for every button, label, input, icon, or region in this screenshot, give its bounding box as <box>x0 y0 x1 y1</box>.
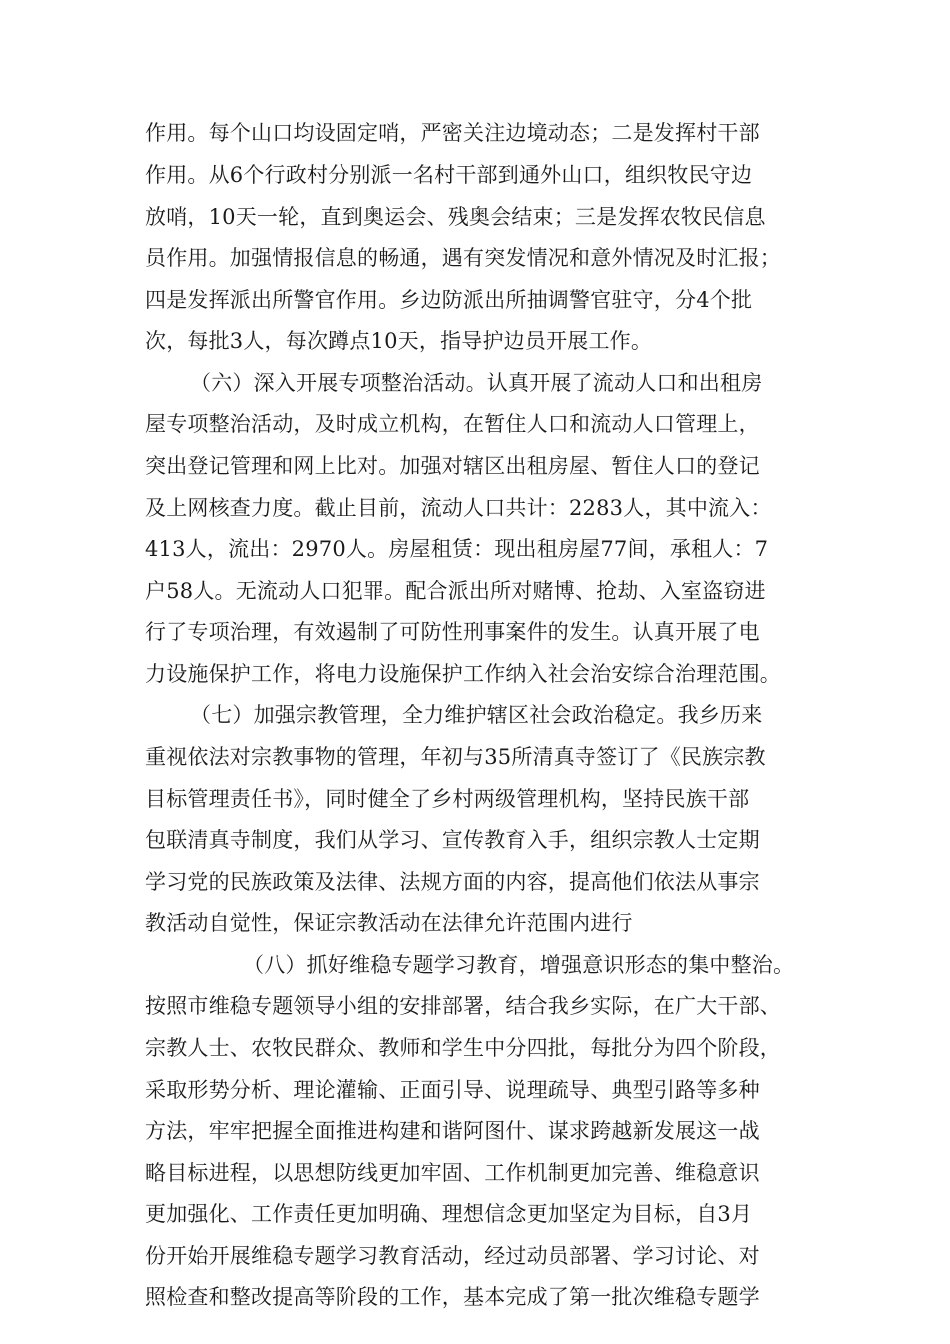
paragraph-seven-heading-line: （七）加强宗教管理，全力维护辖区社会政治稳定。我乡历来 <box>190 703 763 727</box>
text-line: 宗教人士、农牧民群众、教师和学生中分四批，每批分为四个阶段， <box>145 1036 781 1060</box>
text-line: 行了专项治理，有效遏制了可防性刑事案件的发生。认真开展了电 <box>145 620 760 644</box>
text-line: 户58人。无流动人口犯罪。配合派出所对赌博、抢劫、入室盗窃进 <box>145 579 766 603</box>
text-line: 屋专项整治活动，及时成立机构，在暂住人口和流动人口管理上， <box>145 412 760 436</box>
text-line: 及上网核查力度。截止目前，流动人口共计：2283人，其中流入： <box>145 496 772 520</box>
text-line: 413人，流出：2970人。房屋租赁：现出租房屋77间，承租人：7 <box>145 537 769 561</box>
text-line: 力设施保护工作，将电力设施保护工作纳入社会治安综合治理范围。 <box>145 662 781 686</box>
text-line: 学习党的民族政策及法律、法规方面的内容，提高他们依法从事宗 <box>145 870 760 894</box>
text-line: 四是发挥派出所警官作用。乡边防派出所抽调警官驻守，分4个批 <box>145 288 753 312</box>
text-line: 次，每批3人，每次蹲点10天，指导护边员开展工作。 <box>145 329 653 353</box>
text-line: 包联清真寺制度，我们从学习、宣传教育入手，组织宗教人士定期 <box>145 828 760 852</box>
paragraph-six-heading-line: （六）深入开展专项整治活动。认真开展了流动人口和出租房 <box>190 371 763 395</box>
text-line: 目标管理责任书》，同时健全了乡村两级管理机构，坚持民族干部 <box>145 787 750 811</box>
text-line: 份开始开展维稳专题学习教育活动，经过动员部署、学习讨论、对 <box>145 1244 760 1268</box>
text-line: 作用。从6个行政村分别派一名村干部到通外山口，组织牧民守边 <box>145 163 753 187</box>
text-line: 突出登记管理和网上比对。加强对辖区出租房屋、暂住人口的登记 <box>145 454 760 478</box>
text-line: 教活动自觉性，保证宗教活动在法律允许范围内进行 <box>145 911 633 935</box>
paragraph-eight-heading-line: （八）抓好维稳专题学习教育，增强意识形态的集中整治。 <box>243 953 795 977</box>
text-line: 方法，牢牢把握全面推进构建和谐阿图什、谋求跨越新发展这一战 <box>145 1119 760 1143</box>
text-line: 作用。每个山口均设固定哨，严密关注边境动态；二是发挥村干部 <box>145 121 760 145</box>
text-line: 员作用。加强情报信息的畅通，遇有突发情况和意外情况及时汇报； <box>145 246 781 270</box>
text-line: 放哨，10天一轮，直到奥运会、残奥会结束；三是发挥农牧民信息 <box>145 205 766 229</box>
text-line: 照检查和整改提高等阶段的工作，基本完成了第一批次维稳专题学 <box>145 1285 760 1309</box>
text-line: 采取形势分析、理论灌输、正面引导、说理疏导、典型引路等多种 <box>145 1078 760 1102</box>
text-line: 略目标进程，以思想防线更加牢固、工作机制更加完善、维稳意识 <box>145 1161 760 1185</box>
text-line: 按照市维稳专题领导小组的安排部署，结合我乡实际，在广大干部、 <box>145 994 781 1018</box>
text-line: 更加强化、工作责任更加明确、理想信念更加坚定为目标，自3月 <box>145 1202 753 1226</box>
text-line: 重视依法对宗教事物的管理，年初与35所清真寺签订了《民族宗教 <box>145 745 766 769</box>
